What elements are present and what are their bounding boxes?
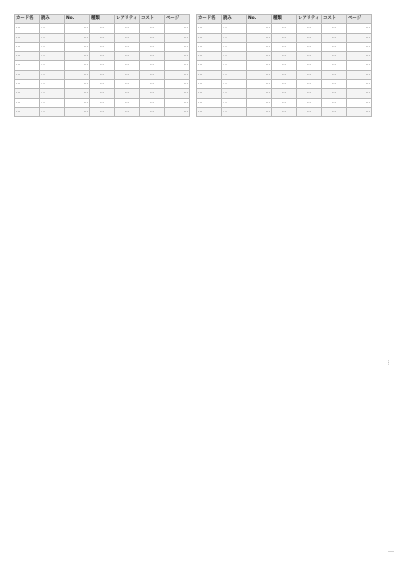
cell-count: … <box>140 107 165 116</box>
cell-no: … <box>65 61 90 70</box>
cell-type: … <box>90 33 115 42</box>
right-table-header <box>197 15 372 24</box>
cell-page: … <box>347 52 372 61</box>
cell-count: … <box>322 61 347 70</box>
cell-reading: … <box>40 70 65 79</box>
cell-name: … <box>197 89 222 98</box>
cell-rarity: … <box>115 89 140 98</box>
cell-rarity: … <box>297 89 322 98</box>
cell-no: … <box>247 52 272 61</box>
cell-no: … <box>65 52 90 61</box>
cell-name: … <box>15 98 40 107</box>
cell-rarity: … <box>297 107 322 116</box>
table-row <box>15 52 190 61</box>
cell-name: … <box>15 52 40 61</box>
cell-page: … <box>347 33 372 42</box>
cell-no: … <box>247 70 272 79</box>
cell-reading: … <box>40 52 65 61</box>
cell-type: … <box>90 52 115 61</box>
cell-page: … <box>347 89 372 98</box>
cell-no: … <box>65 80 90 89</box>
cell-count: … <box>322 24 347 33</box>
page-header: ページ <box>347 15 372 24</box>
cell-page: … <box>347 24 372 33</box>
cell-page: … <box>165 98 190 107</box>
side-label: … <box>386 360 392 365</box>
cell-no: … <box>65 24 90 33</box>
cell-name: … <box>15 89 40 98</box>
cell-rarity: … <box>297 80 322 89</box>
cell-type: … <box>272 107 297 116</box>
left-table-header <box>15 15 190 24</box>
card-index-page <box>14 14 372 117</box>
cell-count: … <box>322 70 347 79</box>
cell-type: … <box>272 61 297 70</box>
cell-reading: … <box>222 98 247 107</box>
cell-count: … <box>322 107 347 116</box>
table-row <box>15 33 190 42</box>
table-row <box>197 80 372 89</box>
cell-count: … <box>322 52 347 61</box>
cell-reading: … <box>222 52 247 61</box>
cell-reading: … <box>40 33 65 42</box>
cell-reading: … <box>222 61 247 70</box>
cell-reading: … <box>222 24 247 33</box>
cell-rarity: … <box>115 52 140 61</box>
cell-type: … <box>90 98 115 107</box>
cell-count: … <box>140 98 165 107</box>
cell-type: … <box>272 24 297 33</box>
cell-rarity: … <box>115 80 140 89</box>
cell-page: … <box>165 33 190 42</box>
cell-count: … <box>322 80 347 89</box>
table-row <box>15 89 190 98</box>
cell-type: … <box>90 89 115 98</box>
cell-count: … <box>140 80 165 89</box>
cell-type: … <box>272 98 297 107</box>
cell-rarity: … <box>115 98 140 107</box>
cell-no: … <box>247 42 272 51</box>
cell-rarity: … <box>297 98 322 107</box>
cell-page: … <box>347 42 372 51</box>
table-row <box>15 61 190 70</box>
cell-reading: … <box>222 70 247 79</box>
cell-no: … <box>247 33 272 42</box>
type-header: 種類 <box>272 15 297 24</box>
cell-name: … <box>197 70 222 79</box>
table-row <box>197 24 372 33</box>
cell-page: … <box>165 42 190 51</box>
cell-reading: … <box>40 24 65 33</box>
table-row <box>197 107 372 116</box>
cell-count: … <box>140 52 165 61</box>
cell-name: … <box>197 33 222 42</box>
rarity-header: レアリティ <box>115 15 140 24</box>
table-row <box>15 42 190 51</box>
cell-no: … <box>247 98 272 107</box>
left-table <box>14 14 190 117</box>
table-row <box>197 61 372 70</box>
table-row <box>197 98 372 107</box>
table-row <box>197 52 372 61</box>
cell-name: … <box>197 42 222 51</box>
cell-name: … <box>15 42 40 51</box>
cell-no: … <box>65 107 90 116</box>
cell-type: … <box>90 61 115 70</box>
cell-page: … <box>165 70 190 79</box>
cell-name: … <box>197 80 222 89</box>
cell-type: … <box>272 70 297 79</box>
right-table <box>196 14 372 117</box>
cell-type: … <box>90 107 115 116</box>
cell-count: … <box>140 61 165 70</box>
cell-page: … <box>347 80 372 89</box>
name-header: カード名 <box>197 15 222 24</box>
reading-header: 読み <box>40 15 65 24</box>
table-row <box>197 70 372 79</box>
cell-page: … <box>165 52 190 61</box>
type-header: 種類 <box>90 15 115 24</box>
cell-rarity: … <box>115 42 140 51</box>
count-header: コスト <box>322 15 347 24</box>
cell-name: … <box>15 80 40 89</box>
table-row <box>15 70 190 79</box>
cell-no: … <box>247 24 272 33</box>
cell-name: … <box>197 98 222 107</box>
cell-count: … <box>140 33 165 42</box>
count-header: コスト <box>140 15 165 24</box>
cell-reading: … <box>40 98 65 107</box>
cell-page: … <box>165 89 190 98</box>
cell-reading: … <box>40 42 65 51</box>
cell-rarity: … <box>115 24 140 33</box>
no-header: No. <box>247 15 272 24</box>
cell-no: … <box>65 42 90 51</box>
cell-page: … <box>165 24 190 33</box>
cell-page: … <box>347 107 372 116</box>
cell-no: … <box>247 89 272 98</box>
table-row <box>15 107 190 116</box>
cell-no: … <box>65 89 90 98</box>
cell-rarity: … <box>115 107 140 116</box>
table-row <box>15 80 190 89</box>
cell-name: … <box>15 70 40 79</box>
cell-rarity: … <box>297 52 322 61</box>
cell-no: … <box>247 80 272 89</box>
page-header: ページ <box>165 15 190 24</box>
table-row <box>197 89 372 98</box>
cell-type: … <box>272 52 297 61</box>
cell-rarity: … <box>297 61 322 70</box>
name-header: カード名 <box>15 15 40 24</box>
cell-no: … <box>247 107 272 116</box>
cell-type: … <box>90 70 115 79</box>
cell-page: … <box>347 61 372 70</box>
cell-page: … <box>347 70 372 79</box>
cell-no: … <box>65 98 90 107</box>
cell-type: … <box>272 80 297 89</box>
cell-name: … <box>197 52 222 61</box>
cell-count: … <box>322 98 347 107</box>
cell-rarity: … <box>115 61 140 70</box>
cell-page: … <box>347 98 372 107</box>
cell-type: … <box>272 89 297 98</box>
cell-no: … <box>247 61 272 70</box>
cell-reading: … <box>40 80 65 89</box>
cell-name: … <box>15 33 40 42</box>
table-row <box>197 42 372 51</box>
no-header: No. <box>65 15 90 24</box>
cell-page: … <box>165 61 190 70</box>
cell-name: … <box>197 61 222 70</box>
cell-count: … <box>140 89 165 98</box>
cell-no: … <box>65 70 90 79</box>
cell-name: … <box>197 24 222 33</box>
cell-rarity: … <box>115 70 140 79</box>
cell-page: … <box>165 80 190 89</box>
cell-name: … <box>197 107 222 116</box>
cell-count: … <box>140 24 165 33</box>
cell-reading: … <box>222 42 247 51</box>
cell-name: … <box>15 61 40 70</box>
left-table-body <box>15 24 190 117</box>
cell-reading: … <box>40 107 65 116</box>
cell-type: … <box>90 42 115 51</box>
cell-count: … <box>140 42 165 51</box>
cell-reading: … <box>222 107 247 116</box>
cell-page: … <box>165 107 190 116</box>
cell-reading: … <box>222 33 247 42</box>
cell-count: … <box>322 33 347 42</box>
cell-type: … <box>90 80 115 89</box>
cell-rarity: … <box>297 70 322 79</box>
cell-rarity: … <box>297 33 322 42</box>
cell-reading: … <box>222 89 247 98</box>
cell-reading: … <box>40 61 65 70</box>
reading-header: 読み <box>222 15 247 24</box>
cell-reading: … <box>222 80 247 89</box>
cell-name: … <box>15 24 40 33</box>
cell-rarity: … <box>115 33 140 42</box>
cell-rarity: … <box>297 42 322 51</box>
cell-name: … <box>15 107 40 116</box>
cell-count: … <box>322 42 347 51</box>
cell-count: … <box>322 89 347 98</box>
table-row <box>15 24 190 33</box>
cell-no: … <box>65 33 90 42</box>
page-number: … <box>388 547 394 554</box>
cell-type: … <box>272 42 297 51</box>
table-row <box>15 98 190 107</box>
rarity-header: レアリティ <box>297 15 322 24</box>
cell-count: … <box>140 70 165 79</box>
cell-type: … <box>272 33 297 42</box>
cell-type: … <box>90 24 115 33</box>
table-row <box>197 33 372 42</box>
cell-reading: … <box>40 89 65 98</box>
cell-rarity: … <box>297 24 322 33</box>
right-table-body <box>197 24 372 117</box>
